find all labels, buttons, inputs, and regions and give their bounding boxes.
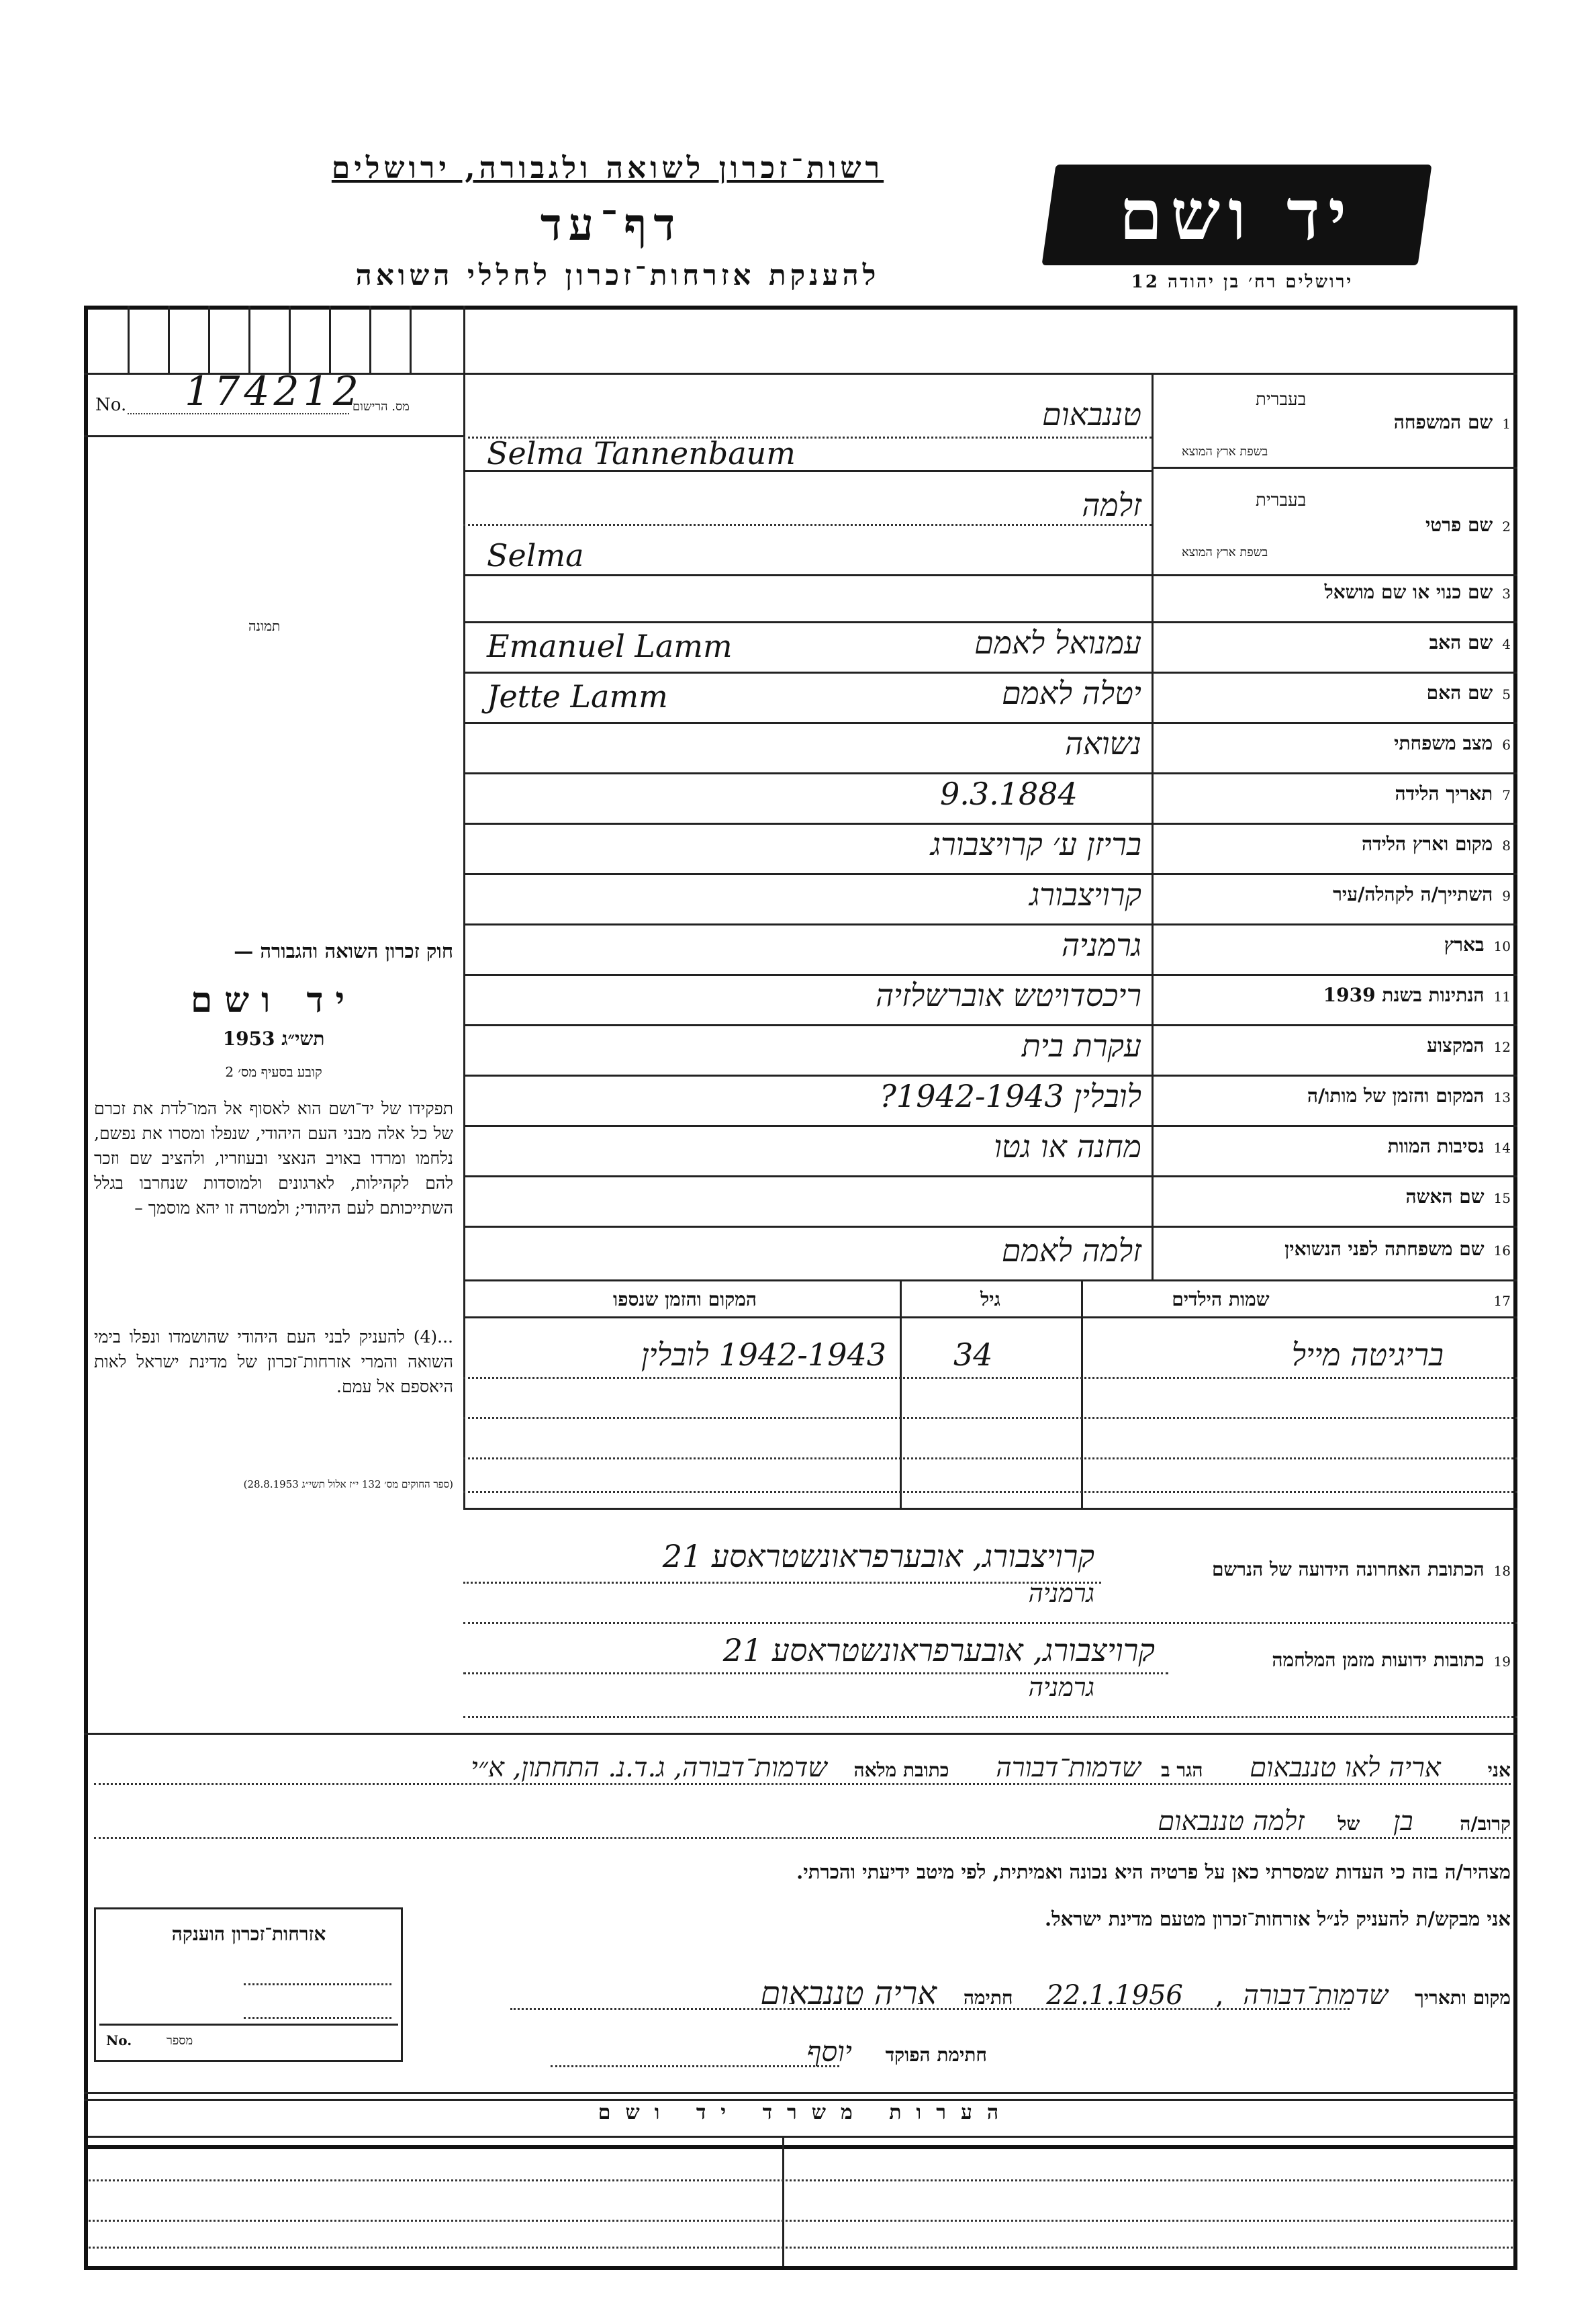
address-18-value: קרויצבורג, אובערפראונשטראסע 21 — [662, 1538, 1094, 1574]
field-11-label: 11הנתינות בשנת 1939 — [1323, 984, 1511, 1006]
field-10-label: 10בארץ — [1444, 934, 1511, 956]
law-source: (ספר החוקים מס׳ 132 י״ז אלול תשי״ג 28.8.1953) — [243, 1478, 453, 1490]
label-divider — [1152, 373, 1154, 1279]
field-4-label: 4שם האב — [1429, 631, 1511, 653]
declaration-statement-2: אני מבקש/ת להעניק לנ״ל אזרחות־זכרון מטעם מדינת ישראל. — [1045, 1907, 1511, 1930]
field-1-label: 1שם המשפחה — [1393, 411, 1511, 433]
field-1-value-latin: Selma Tannenbaum — [487, 435, 796, 471]
field-2-sub-origin: בשפת ארץ המוצא — [1182, 545, 1268, 559]
award-number-label: No. — [106, 2032, 132, 2048]
children-col-age: גיל — [980, 1288, 1000, 1310]
footer-frame — [84, 2136, 1517, 2270]
field-13-value: לובלין 1942-1943? — [880, 1078, 1141, 1114]
field-2-label: 2שם פרטי — [1425, 514, 1511, 536]
address-18-value-country: גרמניה — [1028, 1578, 1094, 1608]
field-7-value: 9.3.1884 — [940, 776, 1078, 812]
address-19-label: 19כתובות ידועות מזמן המלחמה — [1272, 1649, 1511, 1671]
child-1-age: 34 — [953, 1337, 993, 1373]
field-1-sub-origin: בשפת ארץ המוצא — [1182, 445, 1268, 459]
form-subtitle: להענקת אזרחות־זכרון לחללי השואה — [355, 259, 880, 291]
field-16-label: 16שם משפחתה לפני הנשואין — [1284, 1238, 1511, 1260]
child-1-place-time: 1942-1943 לובלין — [641, 1337, 886, 1373]
field-7-label: 7תאריך הלידה — [1395, 782, 1511, 805]
law-clause: ...(4) להעניק לבני העם היהודי שהושמדו ונפלו בימי השואה והמרי אזרחות־זכרון של מדינת ישראל לאות היאספם אל עמם. — [94, 1327, 453, 1396]
field-1-value-hebrew: טננבאום — [1042, 396, 1141, 433]
record-number-hebrew-label: מס. הרישום — [353, 400, 410, 414]
field-14-label: 14נסיבות המוות — [1387, 1135, 1511, 1157]
field-2-value-latin: Selma — [487, 537, 584, 574]
field-4-value-latin: Emanuel Lamm — [487, 628, 733, 664]
field-14-value: מחנה או גטו — [994, 1128, 1141, 1165]
field-9-value: קרויצבורג — [1029, 876, 1141, 913]
award-number-hebrew-label: מספר — [167, 2034, 193, 2048]
officer-signature-row: חתימת הפוקד יוסף — [806, 2035, 987, 2068]
declaration-statement-1: מצהיר/ה בזה כי העדות שמסרתי כאן על פרטיה היא נכונה ואמיתית, לפי מיטב ידיעתי והכרתי. — [796, 1860, 1511, 1883]
law-text: תפקידו של יד־ושם הוא לאסוף אל המו־לדת את זכרם של כל אלה מבני העם היהודי, שנפלו ומסרו את נפשם, נלחמו ומרדו באויב הנאצי ובעוזריו, ולהציב שם וזכר להם לקהילות, לארגונים ולמוסדות שנחרבו בגלל השתייכותם לעם היהודי; ולמטרה זו יהא מוסמך – — [94, 1099, 453, 1218]
award-box-title: אזרחות־זכרון הוענקה — [171, 1923, 326, 1945]
declaration-line-2: קרוב/ה בן של זלמה טננבאום — [1158, 1806, 1511, 1837]
child-1-name: בריגיטה מייל — [1291, 1337, 1444, 1373]
field-5-label: 5שם האם — [1426, 682, 1511, 704]
field-10-value: גרמניה — [1061, 927, 1141, 963]
yad-vashem-logo — [1041, 165, 1431, 265]
law-title: חוק זכרון השואה והגבורה — — [234, 940, 453, 962]
form-title: דף־עד — [540, 198, 682, 251]
law-section: קובע בסעיף מס׳ 2 — [225, 1064, 322, 1080]
law-name: יד ושם — [190, 980, 357, 1021]
logo-address: ירושלים רח׳ בן יהודה 12 — [1131, 272, 1354, 292]
award-box — [94, 1907, 403, 2062]
field-2-sub-hebrew: בעברית — [1256, 490, 1307, 510]
field-2-value-hebrew: זלמה — [1082, 487, 1141, 523]
field-6-value: נשואה — [1065, 725, 1141, 762]
field-1-sub-hebrew: בעברית — [1256, 390, 1307, 410]
address-19-value: קרויצבורג, אובערפראונשטראסע 21 — [722, 1632, 1155, 1668]
record-number-label: No. — [95, 395, 127, 415]
photo-label: תמונה — [248, 618, 281, 634]
field-11-value: ריכסדויטש אוברשלזיה — [876, 977, 1141, 1013]
field-15-label: 15שם האשה — [1405, 1185, 1511, 1208]
sidebar-divider — [463, 306, 465, 1508]
field-5-value: יטלה לאמם — [1001, 675, 1141, 711]
field-3-label: 3שם כנוי או שם מושאל — [1324, 581, 1511, 603]
field-4-value: עמנואל לאמם — [974, 625, 1141, 661]
field-6-label: 6מצב משפחתי — [1394, 732, 1511, 754]
field-8-value: בריזן ע׳ קרויצבורג — [930, 826, 1141, 862]
address-18-label: 18הכתובת האחרונה הידועה של הנרשם — [1211, 1558, 1511, 1580]
law-year: תשי״ג 1953 — [222, 1028, 325, 1050]
place-date-row: מקום ותאריך שדמות־דבורה, 22.1.1956 חתימה אריה טננבאום — [760, 1975, 1511, 2012]
declaration-line-1: אני אריה לאו טננבאום הגר בשדמות־דבורה כתובת מלאה שדמות־דבורה, ג.ד.נ. התחתון, א״י — [471, 1752, 1511, 1783]
field-16-value: זלמה לאמם — [1001, 1232, 1141, 1269]
field-8-label: 8מקום וארץ הלידה — [1361, 833, 1511, 855]
children-col-names: 17שמות הילדים — [1172, 1288, 1511, 1310]
authority-title: רשות־זכרון לשואה ולגבורה, ירושלים — [331, 151, 884, 185]
field-5-value-latin: Jette Lamm — [487, 678, 668, 715]
logo-lettering: יד ושם — [1119, 173, 1355, 256]
award-number-row — [99, 2024, 398, 2059]
children-col-place-time: המקום והזמן שנספו — [613, 1288, 757, 1310]
remarks-title: הערות משרד יד ושם — [598, 2101, 1014, 2124]
field-12-value: עקרת בית — [1021, 1028, 1141, 1064]
address-19-value-country: גרמניה — [1028, 1672, 1094, 1702]
field-12-label: 12המקצוע — [1427, 1034, 1511, 1056]
record-number-value: 174212 — [185, 368, 363, 415]
field-13-label: 13המקום והזמן של מותו/ה — [1307, 1085, 1511, 1107]
field-9-label: 9השתייך/ה לקהלה/עיר — [1333, 883, 1511, 905]
